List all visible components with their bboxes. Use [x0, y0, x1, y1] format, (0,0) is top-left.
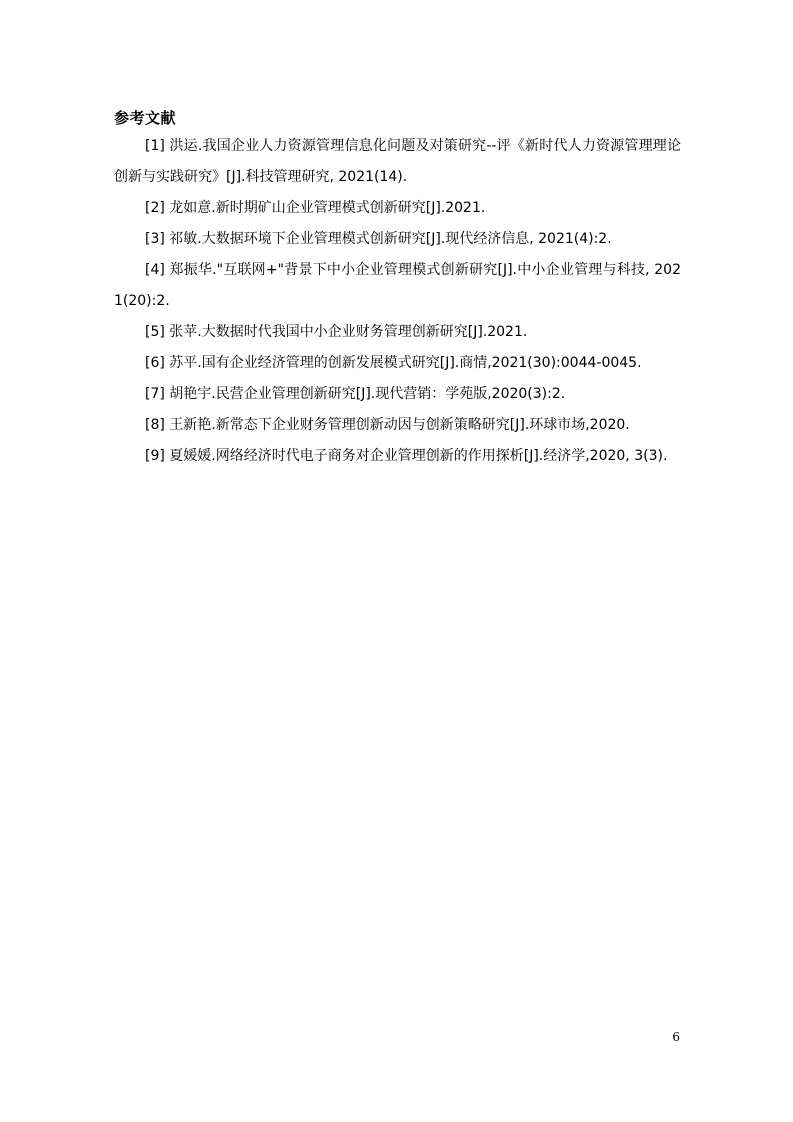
reference-list: [114, 131, 681, 472]
references-heading: 参考文献: [114, 109, 177, 127]
reference-item-7: [7] 胡艳宇.民营企业管理创新研究[J].现代营销：学苑版,2020(3):2.: [145, 386, 566, 402]
reference-item-3: [3] 祁敏.大数据环境下企业管理模式创新研究[J].现代经济信息, 2021(4):2.: [145, 231, 612, 247]
page-number: 6: [672, 1030, 680, 1044]
reference-item-9: [9] 夏媛媛.网络经济时代电子商务对企业管理创新的作用探析[J].经济学,2020, 3(3).: [145, 448, 668, 464]
reference-item-4: [4] 郑振华."互联网+"背景下中小企业管理模式创新研究[J].中小企业管理与科技, 2021(20):2.: [114, 262, 681, 309]
reference-item-1: [1] 洪运.我国企业人力资源管理信息化问题及对策研究--评《新时代人力资源管理理论创新与实践研究》[J].科技管理研究, 2021(14).: [114, 138, 681, 185]
reference-item-8: [8] 王新艳.新常态下企业财务管理创新动因与创新策略研究[J].环球市场,2020.: [145, 417, 630, 433]
reference-item-5: [5] 张苹.大数据时代我国中小企业财务管理创新研究[J].2021.: [145, 324, 528, 340]
reference-item-2: [2] 龙如意.新时期矿山企业管理模式创新研究[J].2021.: [145, 200, 486, 216]
reference-item-6: [6] 苏平.国有企业经济管理的创新发展模式研究[J].商情,2021(30):0044-0045.: [145, 355, 642, 371]
